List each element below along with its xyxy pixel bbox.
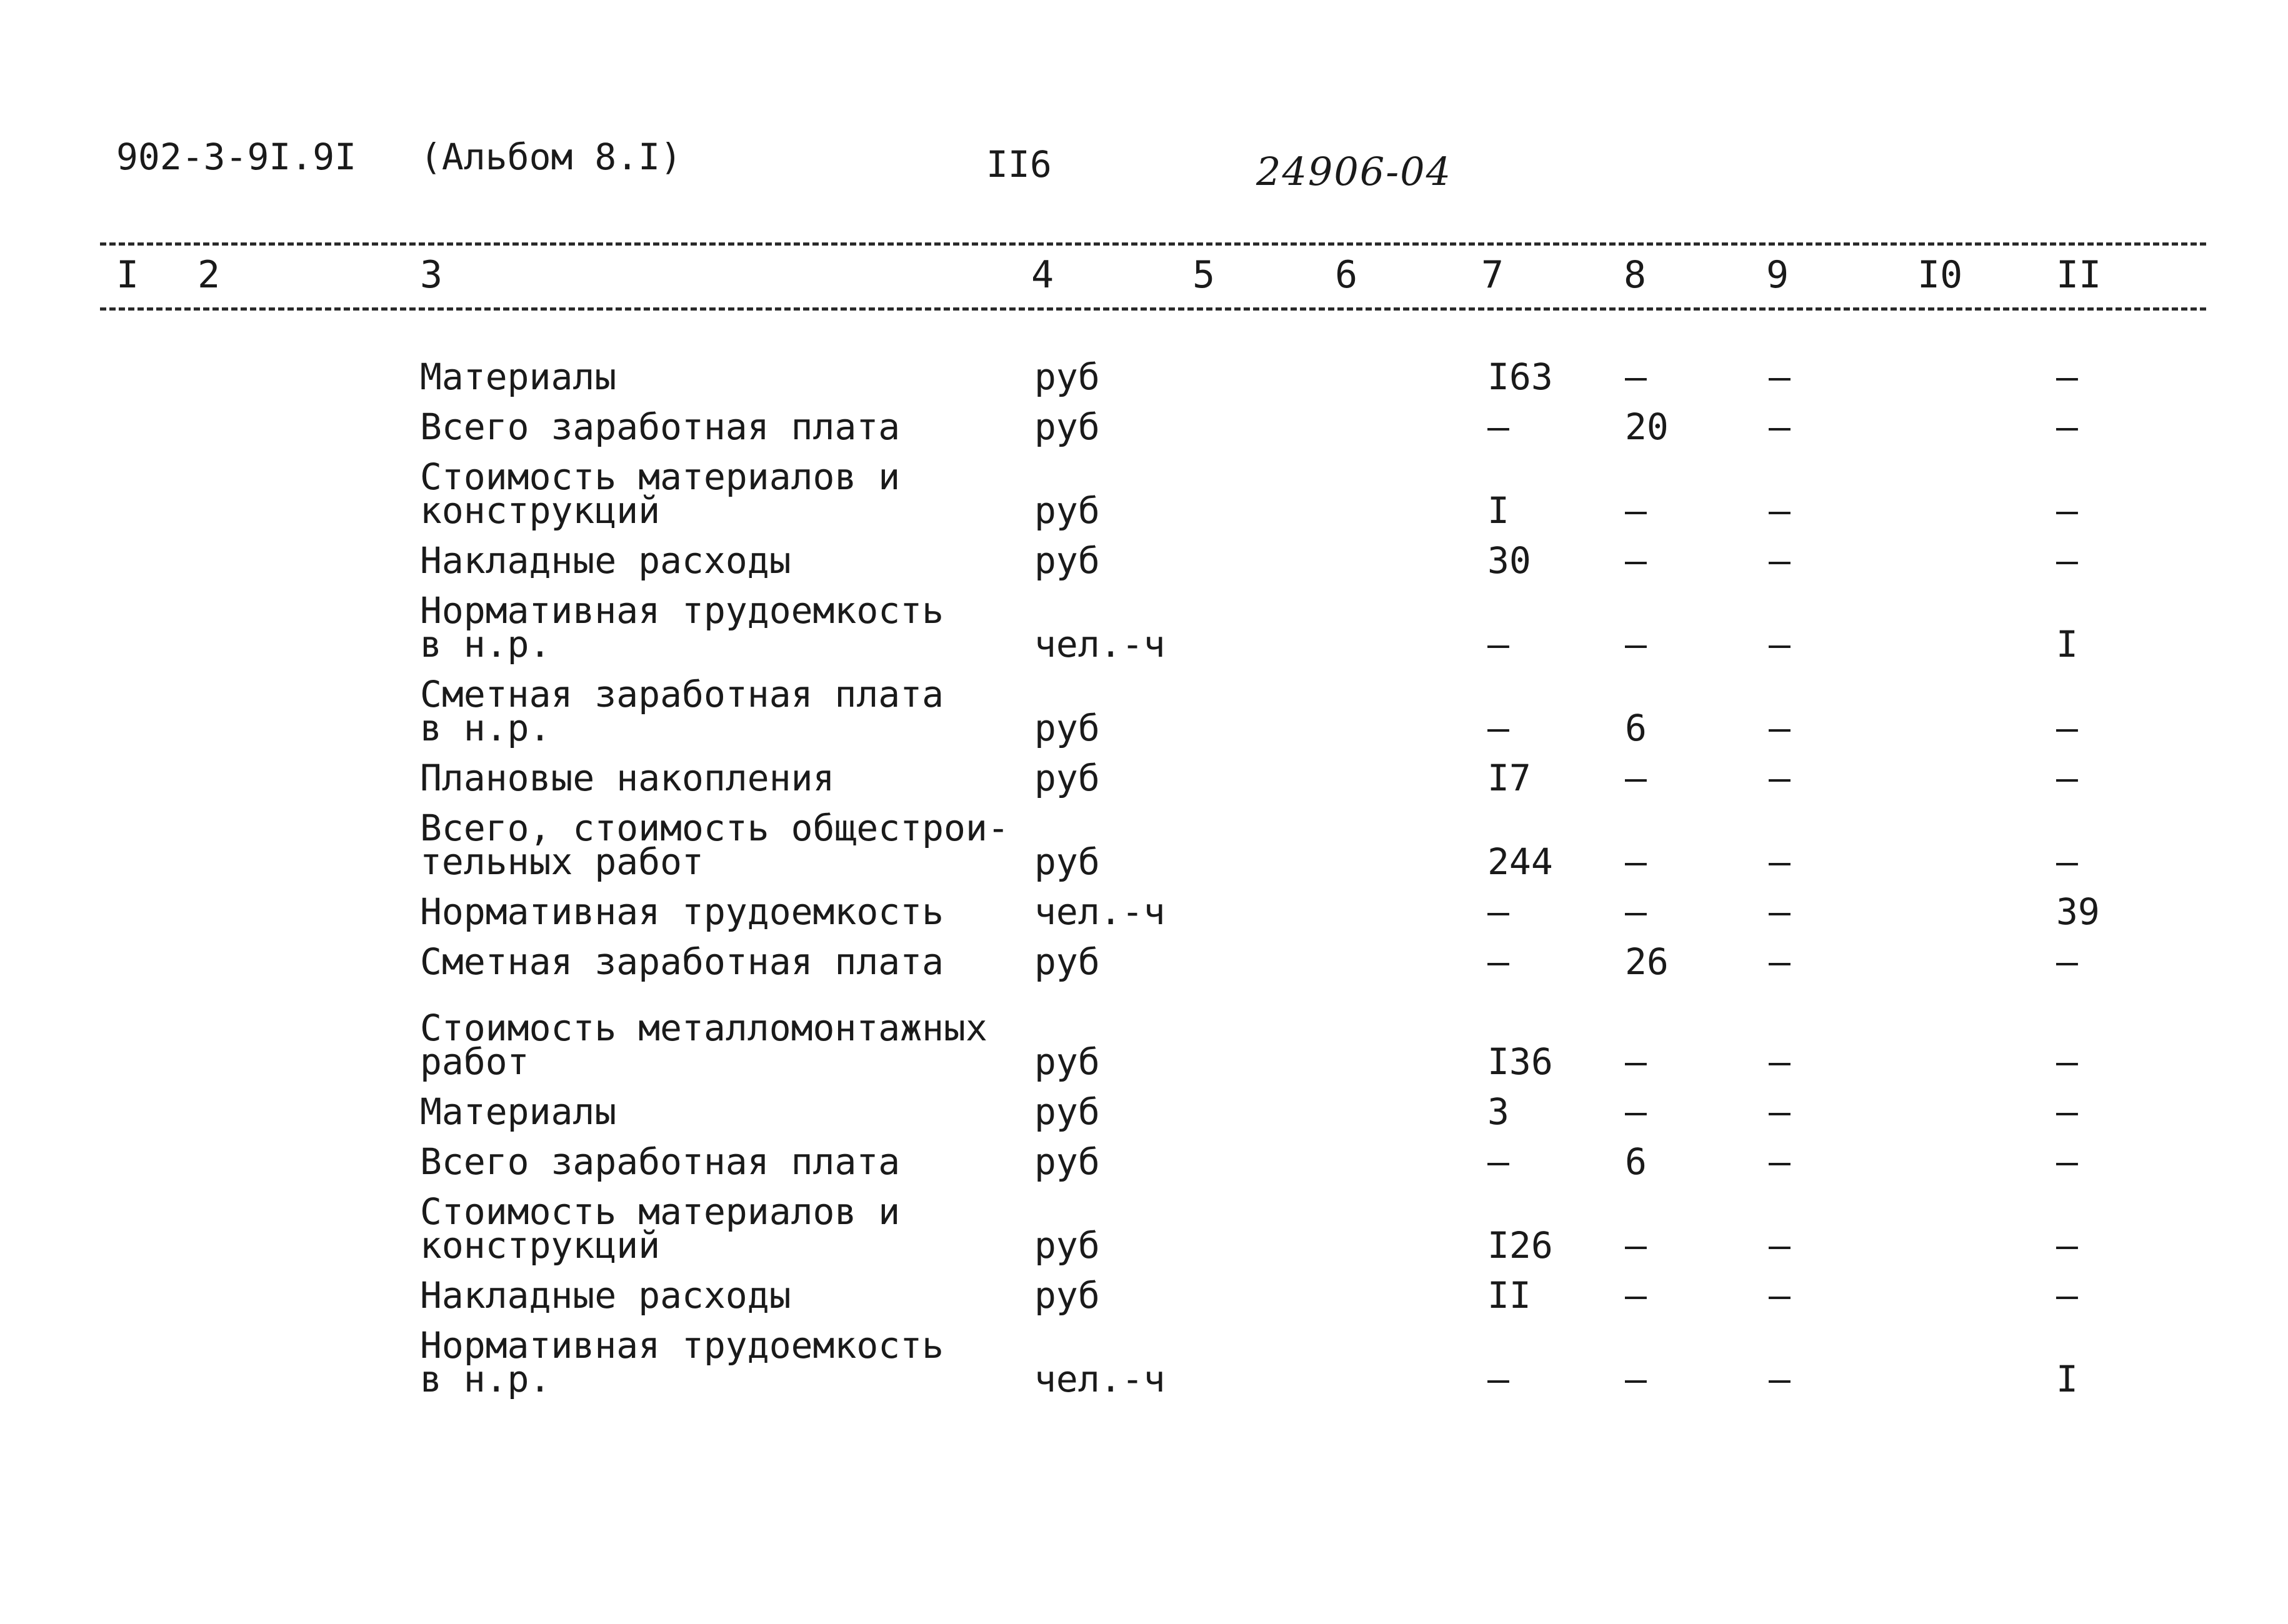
row-unit: руб — [1034, 489, 1100, 532]
column-number-8: 8 — [1624, 253, 1647, 297]
row-col-8: – — [1625, 356, 1647, 398]
row-col-7: I7 — [1487, 757, 1531, 799]
table-row — [0, 885, 2288, 935]
row-col-11: – — [2056, 539, 2078, 582]
page-number: II6 — [986, 143, 1052, 186]
row-col-9: – — [1769, 707, 1791, 749]
row-col-11: I — [2056, 1358, 2078, 1400]
row-col-9: – — [1769, 1274, 1791, 1317]
row-col-11: 39 — [2056, 890, 2100, 933]
table-row — [0, 751, 2288, 801]
row-col-8: – — [1625, 539, 1647, 582]
table-row — [0, 935, 2288, 985]
row-unit: руб — [1034, 356, 1100, 398]
row-col-9: – — [1769, 940, 1791, 983]
column-number-10: I0 — [1917, 253, 1963, 297]
table-body — [0, 350, 2288, 1402]
row-description: Накладные расходы — [420, 539, 791, 582]
row-col-11: – — [2056, 1224, 2078, 1267]
row-col-8: – — [1625, 1274, 1647, 1317]
row-unit: чел.-ч — [1034, 1358, 1166, 1400]
row-col-7: – — [1487, 1358, 1509, 1400]
row-col-9: – — [1769, 757, 1791, 799]
row-unit: руб — [1034, 757, 1100, 799]
row-col-7: – — [1487, 406, 1509, 448]
row-unit: руб — [1034, 1274, 1100, 1317]
row-col-11: I — [2056, 623, 2078, 665]
table-row — [0, 1268, 2288, 1318]
row-unit: руб — [1034, 539, 1100, 582]
row-col-9: – — [1769, 1140, 1791, 1183]
row-col-9: – — [1769, 623, 1791, 665]
row-col-11: – — [2056, 757, 2078, 799]
row-unit: руб — [1034, 406, 1100, 448]
row-col-8: 20 — [1625, 406, 1669, 448]
row-col-7: – — [1487, 1140, 1509, 1183]
row-col-9: – — [1769, 1224, 1791, 1267]
row-description: Всего, стоимость общестрои- тельных работ — [420, 807, 1009, 883]
column-number-5: 5 — [1192, 253, 1216, 297]
row-col-9: – — [1769, 1040, 1791, 1083]
table-header-rule — [100, 307, 2206, 311]
column-number-4: 4 — [1031, 253, 1054, 297]
row-col-9: – — [1769, 840, 1791, 883]
table-row — [0, 534, 2288, 584]
column-number-3: 3 — [420, 253, 443, 297]
row-description: Стоимость металломонтажных работ — [420, 1007, 987, 1083]
document-code: 902-3-9I.9I — [116, 136, 357, 178]
row-col-8: 26 — [1625, 940, 1669, 983]
row-unit: руб — [1034, 1224, 1100, 1267]
row-col-7: I63 — [1487, 356, 1553, 398]
row-description: Стоимость материалов и конструкций — [420, 1190, 901, 1267]
row-col-8: – — [1625, 489, 1647, 532]
handwritten-code: 24906-04 — [1256, 149, 1452, 194]
row-col-7: – — [1487, 707, 1509, 749]
row-col-8: – — [1625, 1090, 1647, 1133]
row-col-8: 6 — [1625, 707, 1647, 749]
row-col-9: – — [1769, 356, 1791, 398]
column-number-6: 6 — [1335, 253, 1358, 297]
album-label: (Альбом 8.I) — [420, 136, 682, 178]
row-col-11: – — [2056, 707, 2078, 749]
table-top-rule — [100, 242, 2206, 246]
row-unit: руб — [1034, 940, 1100, 983]
column-number-9: 9 — [1766, 253, 1789, 297]
row-description: Стоимость материалов и конструкций — [420, 456, 901, 532]
column-number-2: 2 — [197, 253, 221, 297]
row-unit: чел.-ч — [1034, 890, 1166, 933]
row-col-7: I26 — [1487, 1224, 1553, 1267]
row-col-11: – — [2056, 489, 2078, 532]
row-col-7: – — [1487, 890, 1509, 933]
table-row — [0, 667, 2288, 751]
row-col-7: I36 — [1487, 1040, 1553, 1083]
row-col-8: – — [1625, 757, 1647, 799]
row-col-7: – — [1487, 623, 1509, 665]
row-unit: руб — [1034, 1040, 1100, 1083]
table-row — [0, 350, 2288, 400]
row-col-7: 244 — [1487, 840, 1553, 883]
row-description: Нормативная трудоемкость в н.р. — [420, 589, 944, 665]
table-row — [0, 801, 2288, 885]
table-row — [0, 1135, 2288, 1185]
row-col-7: I — [1487, 489, 1509, 532]
row-description: Сметная заработная плата в н.р. — [420, 673, 944, 749]
row-description: Материалы — [420, 356, 617, 398]
table-row — [0, 1001, 2288, 1085]
table-row — [0, 400, 2288, 450]
row-col-7: II — [1487, 1274, 1531, 1317]
row-description: Нормативная трудоемкость — [420, 890, 944, 933]
row-col-11: – — [2056, 840, 2078, 883]
row-description: Всего заработная плата — [420, 406, 901, 448]
row-col-11: – — [2056, 1140, 2078, 1183]
row-col-9: – — [1769, 1090, 1791, 1133]
row-unit: руб — [1034, 707, 1100, 749]
row-unit: руб — [1034, 840, 1100, 883]
row-col-11: – — [2056, 1274, 2078, 1317]
row-col-11: – — [2056, 406, 2078, 448]
column-number-1: I — [116, 253, 139, 297]
row-col-7: – — [1487, 940, 1509, 983]
table-row — [0, 1085, 2288, 1135]
table-row — [0, 1318, 2288, 1402]
row-col-7: 30 — [1487, 539, 1531, 582]
column-number-11: II — [2056, 253, 2102, 297]
row-unit: руб — [1034, 1140, 1100, 1183]
row-description: Плановые накопления — [420, 757, 835, 799]
row-col-9: – — [1769, 890, 1791, 933]
row-col-8: – — [1625, 623, 1647, 665]
table-row — [0, 1185, 2288, 1268]
row-col-8: – — [1625, 890, 1647, 933]
row-unit: чел.-ч — [1034, 623, 1166, 665]
row-col-8: – — [1625, 1224, 1647, 1267]
row-col-8: – — [1625, 1040, 1647, 1083]
row-col-11: – — [2056, 1090, 2078, 1133]
row-col-11: – — [2056, 940, 2078, 983]
row-col-11: – — [2056, 1040, 2078, 1083]
row-col-9: – — [1769, 489, 1791, 532]
row-description: Сметная заработная плата — [420, 940, 944, 983]
row-description: Материалы — [420, 1090, 617, 1133]
row-col-8: – — [1625, 840, 1647, 883]
column-number-7: 7 — [1481, 253, 1504, 297]
row-col-9: – — [1769, 1358, 1791, 1400]
row-description: Нормативная трудоемкость в н.р. — [420, 1324, 944, 1400]
row-col-11: – — [2056, 356, 2078, 398]
table-row — [0, 450, 2288, 534]
row-col-8: – — [1625, 1358, 1647, 1400]
row-unit: руб — [1034, 1090, 1100, 1133]
row-col-7: 3 — [1487, 1090, 1509, 1133]
row-col-8: 6 — [1625, 1140, 1647, 1183]
row-description: Накладные расходы — [420, 1274, 791, 1317]
table-row — [0, 584, 2288, 667]
row-col-9: – — [1769, 539, 1791, 582]
row-col-9: – — [1769, 406, 1791, 448]
row-description: Всего заработная плата — [420, 1140, 901, 1183]
